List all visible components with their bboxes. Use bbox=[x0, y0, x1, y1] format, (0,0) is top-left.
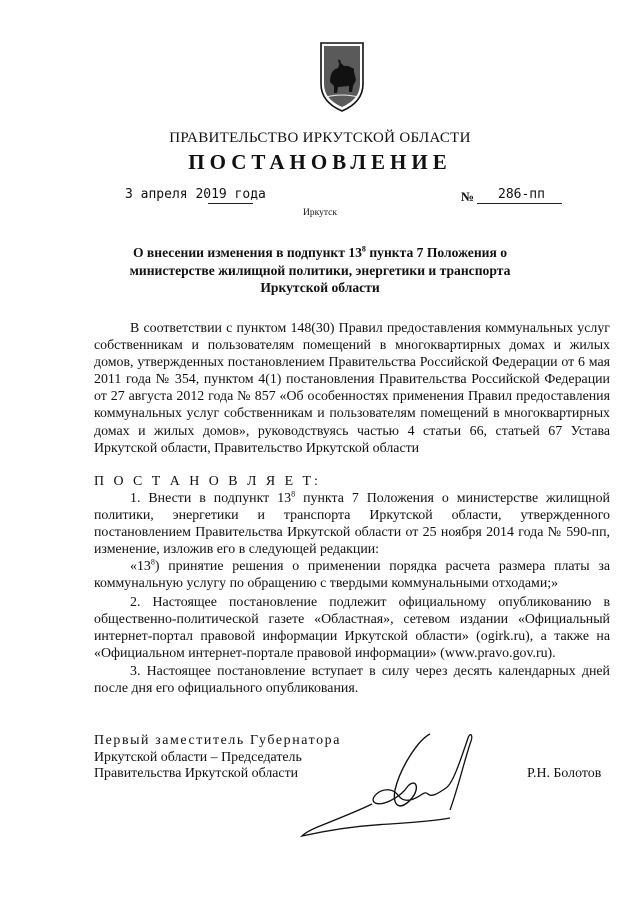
signatory-title-line-1: Первый заместитель Губернатора bbox=[94, 733, 341, 748]
signatory-name: Р.Н. Болотов bbox=[527, 766, 602, 781]
decree-word: П О С Т А Н О В Л Я Е Т: bbox=[94, 474, 321, 489]
handwritten-signature bbox=[300, 728, 500, 838]
item-3-paragraph: 3. Настоящее постановление вступает в силу через десять календарных дней после дня его официального опубликования. bbox=[94, 664, 610, 697]
document-title bbox=[90, 244, 550, 297]
number-underline bbox=[477, 203, 562, 204]
preamble-paragraph: В соответствии с пунктом 148(30) Правил предоставления коммунальных услуг собственникам и пользователям помещений в многоквартирных домах и жилых домов, утвержденных постановлением Правительства Российской Федерации от 6 мая 2011 года № 354, пунктом 4(1) постановления Правительства Российской Федерации от 27 августа 2012 года № 857 «Об особенностях применения Правил предоставления коммунальных услуг собственникам и пользователям помещений в многоквартирных домах и жилых домов», руководствуясь частью 4 статьи 66, статьей 67 Устава Иркутской области, Правительство Иркутской области bbox=[94, 321, 610, 456]
document-date: 3 апреля 2019 года bbox=[125, 187, 266, 202]
item-2-paragraph: 2. Настоящее постановление подлежит официальному опубликованию в общественно-политической газете «Областная», сетевом издании «Официальный интернет-портал правовой информации Иркутской области» (ogirk.ru), а также на «Официальном интернет-портале правовой информации» (www.pravo.gov.ru). bbox=[94, 595, 610, 662]
item-1-paragraph: 1. Внести в подпункт $13^8$ пункта 7 Положения о министерстве жилищной политики, энергетики и транспорта Иркутской области, утвержденного постановлением Правительства Иркутской области от 25 ноября 2014 года № 590-пп, изменение, изложив его в следующей редакции: bbox=[94, 489, 610, 558]
title-line-2: министерстве жилищной политики, энергетики и транспорта bbox=[129, 262, 511, 278]
number-sign: № bbox=[461, 189, 475, 204]
authority-name: ПРАВИТЕЛЬСТВО ИРКУТСКОЙ ОБЛАСТИ bbox=[169, 130, 471, 146]
city-name: Иркутск bbox=[303, 208, 337, 218]
date-underline bbox=[208, 203, 253, 204]
document-number: 286-пп bbox=[498, 187, 545, 202]
title-line-3: Иркутской области bbox=[260, 280, 380, 295]
title-line-1: О внесении изменения в подпункт $13^8$ пункта 7 Положения о bbox=[132, 244, 508, 260]
signatory-title-line-3: Правительства Иркутской области bbox=[94, 766, 299, 781]
quoted-amendment: «$13^8$) принятие решения о применении порядка расчета размера платы за коммунальную услугу по обращению с твердыми коммунальными отходами;» bbox=[94, 557, 610, 592]
document-type: ПОСТАНОВЛЕНИЕ bbox=[188, 150, 452, 174]
coat-of-arms-emblem bbox=[318, 40, 366, 114]
signatory-title-line-2: Иркутской области – Председатель bbox=[94, 749, 302, 765]
